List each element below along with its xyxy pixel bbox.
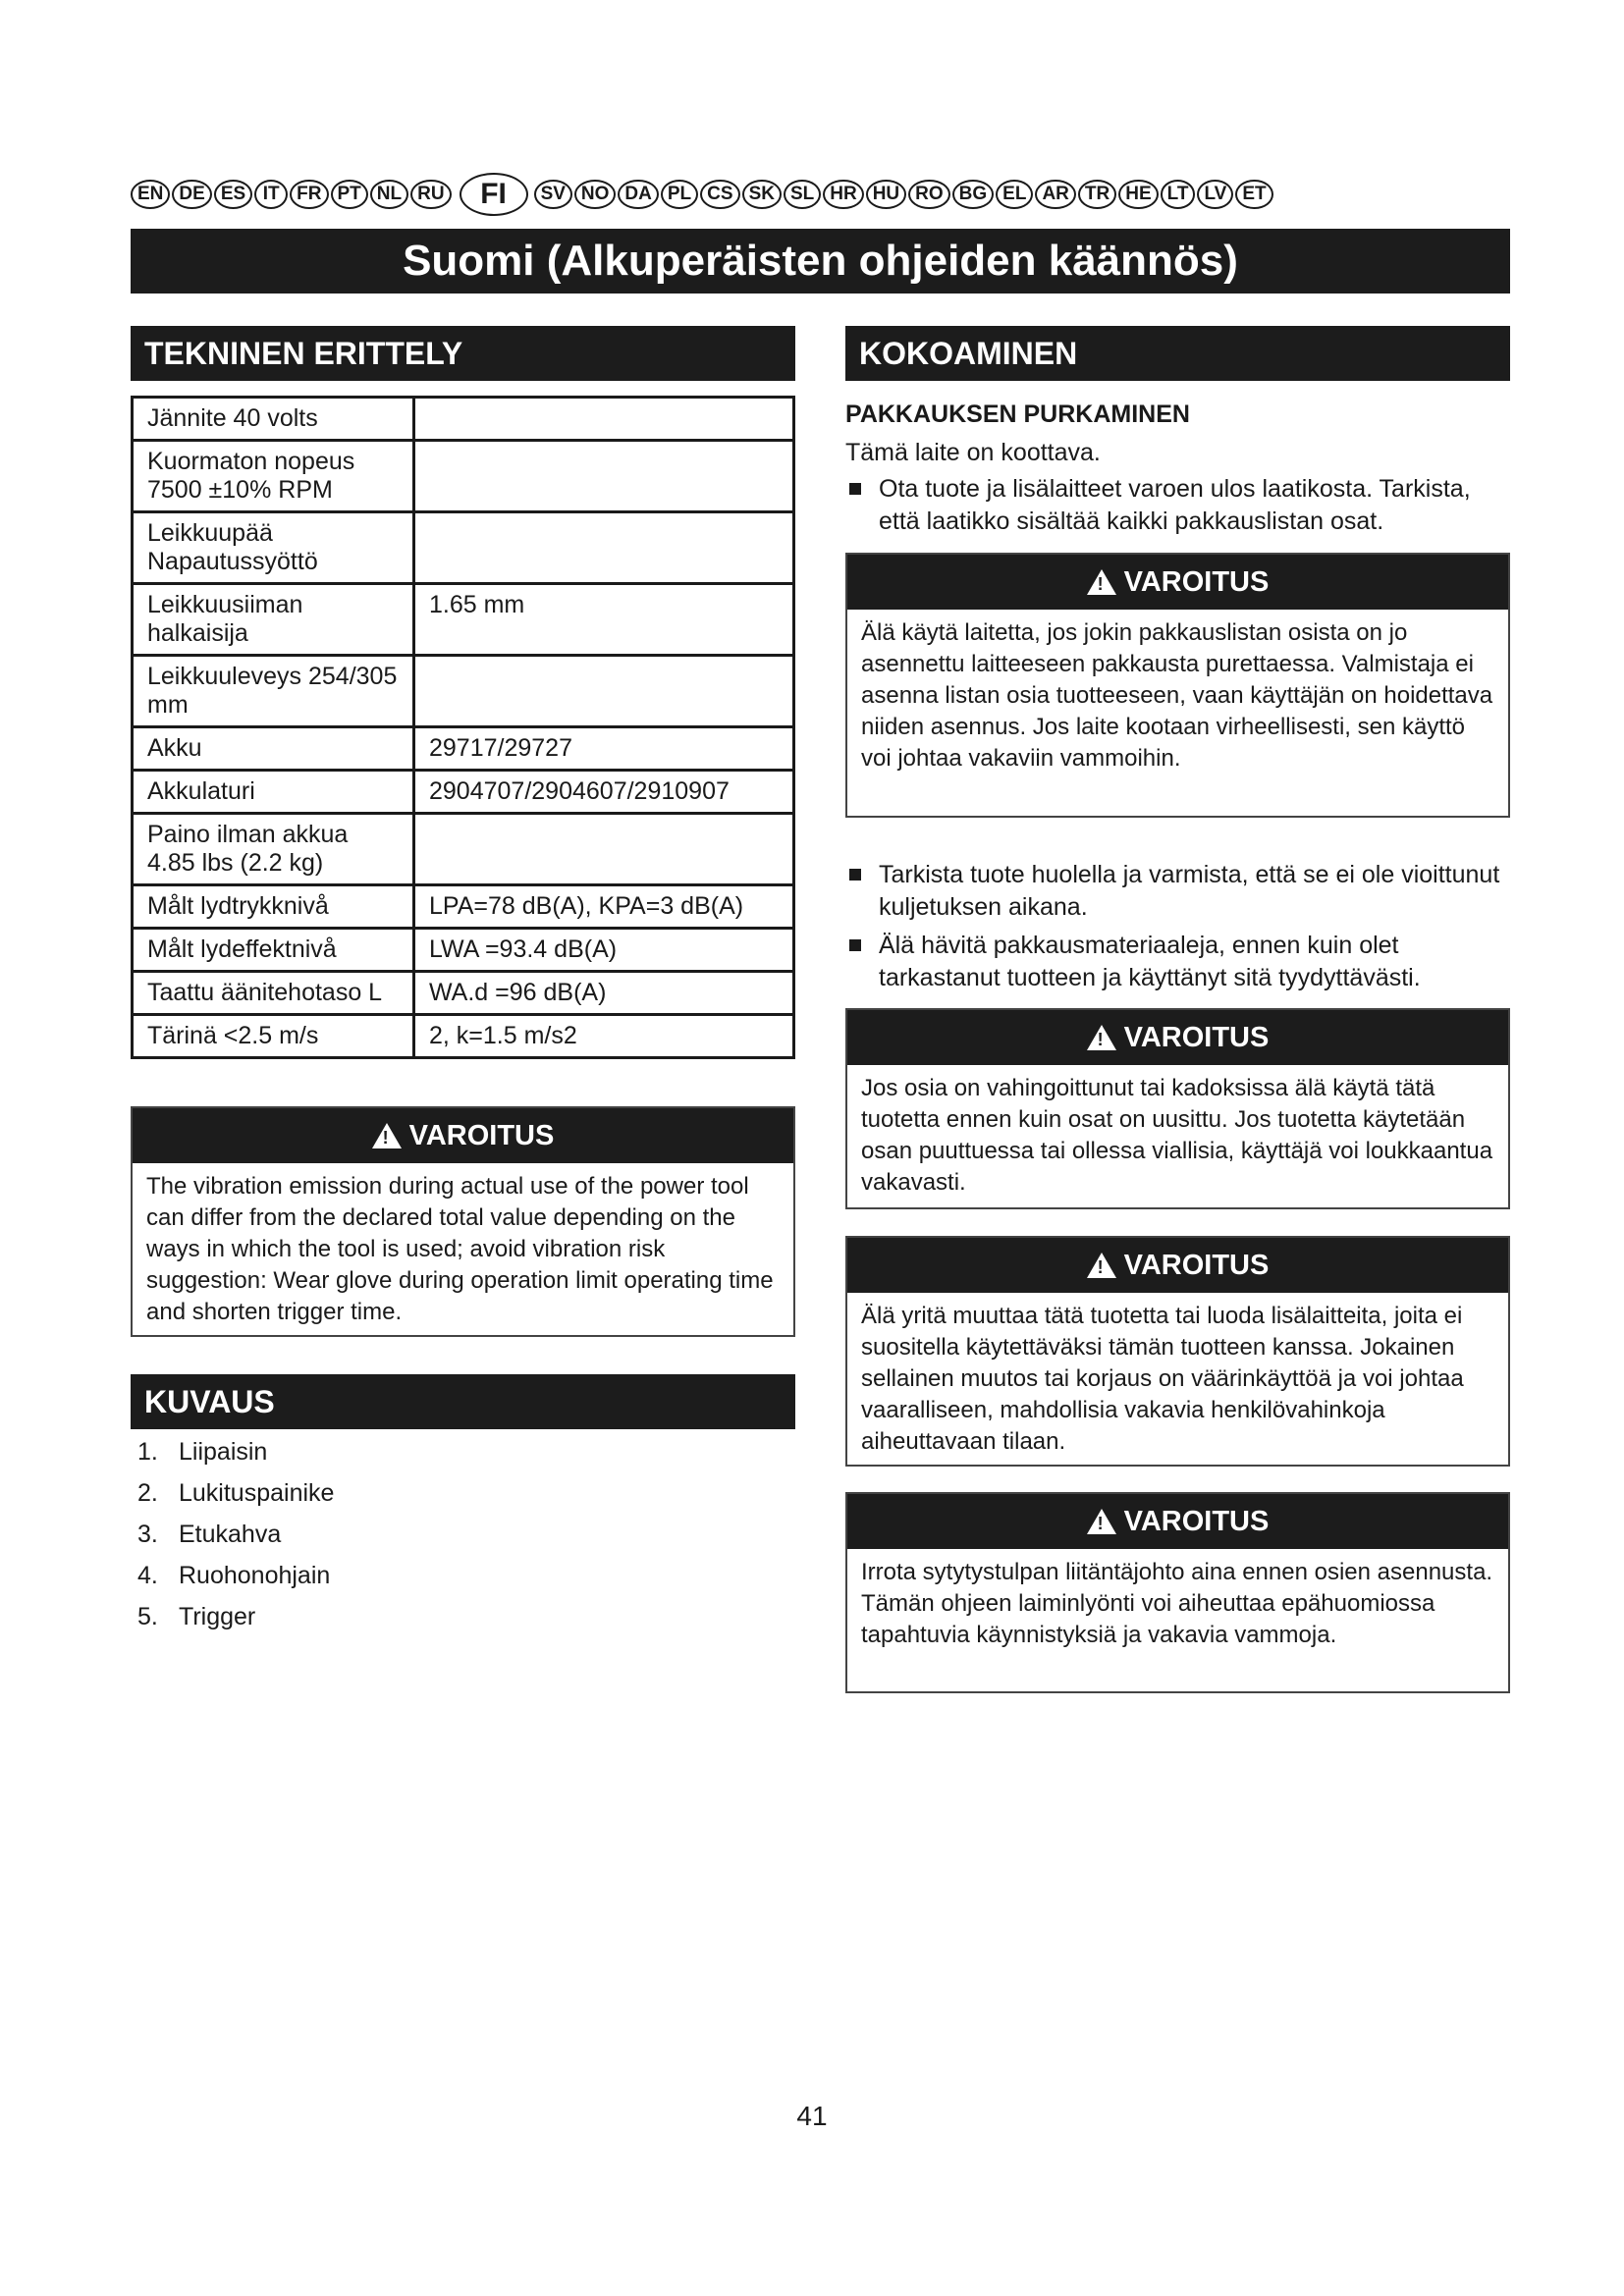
warning-text: Älä yritä muuttaa tätä tuotetta tai luoda lisälaitteita, joita ei suositella käytettäväksi tämän tuotteen kanssa. Jokainen sellainen muutos tai korjaus on väärinkäyttöä ja voi johtaa vaaralliseen, mahdollisia vakavia henkilövahinkoja aiheuttavaan tilaan. — [861, 1303, 1464, 1455]
unpacking-heading: PAKKAUKSEN PURKAMINEN — [845, 400, 1190, 428]
table-row — [133, 1015, 794, 1058]
list-item — [137, 1479, 334, 1521]
list-item — [137, 1603, 334, 1644]
page-number: 41 — [796, 2101, 828, 2131]
item-text: Etukahva — [179, 1521, 282, 1548]
list-item — [137, 1521, 334, 1562]
warning-header — [133, 1108, 793, 1163]
language-badge-el: EL — [996, 180, 1033, 209]
warning-triangle-icon — [1087, 1253, 1116, 1278]
spec-key: Paino ilman akkua 4.85 lbs (2.2 kg) — [133, 814, 414, 885]
spec-key: Taattu äänitehotaso L — [133, 972, 414, 1015]
language-badge-pt: PT — [331, 180, 368, 209]
language-badge-cs: CS — [700, 180, 739, 209]
table-row — [133, 512, 794, 584]
spec-value — [414, 512, 794, 584]
language-badge-sl: SL — [784, 180, 821, 209]
assembly-intro: Tämä laite on koottava. — [845, 439, 1101, 466]
spec-key: Tärinä <2.5 m/s — [133, 1015, 414, 1058]
table-row — [133, 929, 794, 972]
item-text: Ruohonohjain — [179, 1562, 331, 1589]
item-number: 1. — [137, 1438, 158, 1466]
item-number: 3. — [137, 1521, 158, 1548]
language-badge-lv: LV — [1197, 180, 1233, 209]
language-badge-et: ET — [1235, 180, 1272, 209]
warning-box-vibration — [131, 1106, 795, 1337]
spec-value: 29717/29727 — [414, 727, 794, 771]
spec-heading: TEKNINEN ERITTELY — [131, 326, 795, 381]
language-badge-ro: RO — [908, 180, 950, 209]
spec-key: Leikkuuleveys 254/305 mm — [133, 656, 414, 727]
warning-header — [847, 1238, 1508, 1293]
spec-value: LPA=78 dB(A), KPA=3 dB(A) — [414, 885, 794, 929]
language-badge-pl: PL — [661, 180, 698, 209]
warning-box-3 — [845, 1236, 1510, 1467]
language-badge-hu: HU — [866, 180, 906, 209]
item-number: 5. — [137, 1603, 158, 1630]
spec-value — [414, 814, 794, 885]
warning-label: VAROITUS — [1123, 1249, 1270, 1281]
item-number: 2. — [137, 1479, 158, 1507]
warning-label: VAROITUS — [1123, 565, 1270, 598]
warning-text: Irrota sytytystulpan liitäntäjohto aina ennen osien asennusta. Tämän ohjeen laiminlyönti voi aiheuttaa epähuomiossa tapahtuvia käynnistyksiä ja vakavia vammoja. — [861, 1559, 1493, 1648]
list-item — [137, 1562, 334, 1603]
assembly-heading: KOKOAMINEN — [845, 326, 1510, 381]
item-text: Lukituspainike — [179, 1479, 335, 1507]
table-row — [133, 584, 794, 656]
spec-key: Jännite 40 volts — [133, 398, 414, 441]
spec-key: Kuormaton nopeus 7500 ±10% RPM — [133, 441, 414, 512]
table-row — [133, 972, 794, 1015]
warning-box-4 — [845, 1492, 1510, 1693]
spec-value — [414, 398, 794, 441]
table-row — [133, 398, 794, 441]
warning-text: Jos osia on vahingoittunut tai kadoksissa älä käytä tätä tuotetta ennen kuin osat on uusittu. Jos tuotetta käytetään osan puuttuessa tai ollessa viallisia, käyttäjä voi loukkaantua vakavasti. — [861, 1075, 1493, 1196]
spec-value: LWA =93.4 dB(A) — [414, 929, 794, 972]
warning-triangle-icon — [1087, 1025, 1116, 1050]
item-text: Liipaisin — [179, 1438, 268, 1466]
language-badge-sk: SK — [742, 180, 782, 209]
warning-box-2 — [845, 1008, 1510, 1209]
language-badge-fi: FI — [460, 173, 528, 216]
warning-label: VAROITUS — [408, 1119, 555, 1151]
language-badge-no: NO — [574, 180, 617, 209]
language-badge-bg: BG — [952, 180, 995, 209]
spec-value: 1.65 mm — [414, 584, 794, 656]
bullet-item: Älä hävitä pakkausmateriaaleja, ennen kuin olet tarkastanut tuotteen ja käyttänyt sitä tyydyttävästi. — [845, 930, 1510, 994]
warning-text: Älä käytä laitetta, jos jokin pakkauslistan osista on jo asennettu laitteeseen pakkausta purettaessa. Valmistaja ei asenna listan osia tuotteeseen, vaan käyttäjän on hoidettava niiden asennus. Jos laite kootaan virheellisesti, sen käyttö voi johtaa vakaviin vammoihin. — [861, 619, 1493, 772]
page-title: Suomi (Alkuperäisten ohjeiden käännös) — [131, 229, 1510, 294]
table-row — [133, 771, 794, 814]
table-row — [133, 656, 794, 727]
warning-triangle-icon — [372, 1123, 402, 1148]
warning-box-1 — [845, 553, 1510, 818]
language-badge-he: HE — [1118, 180, 1158, 209]
bullet-item: Tarkista tuote huolella ja varmista, että se ei ole vioittunut kuljetuksen aikana. — [845, 859, 1510, 924]
table-row — [133, 885, 794, 929]
language-bar — [131, 173, 1505, 216]
language-badge-de: DE — [172, 180, 211, 209]
warning-label: VAROITUS — [1123, 1021, 1270, 1053]
warning-triangle-icon — [1087, 1509, 1116, 1534]
list-item — [137, 1438, 334, 1479]
spec-key: Akku — [133, 727, 414, 771]
language-badge-nl: NL — [370, 180, 408, 209]
spec-key: Akkulaturi — [133, 771, 414, 814]
spec-value: 2, k=1.5 m/s2 — [414, 1015, 794, 1058]
warning-label: VAROITUS — [1123, 1505, 1270, 1537]
spec-key: Målt lydtrykknivå — [133, 885, 414, 929]
language-badge-tr: TR — [1078, 180, 1116, 209]
language-badge-lt: LT — [1161, 180, 1196, 209]
warning-header — [847, 1494, 1508, 1549]
table-row — [133, 727, 794, 771]
description-heading: KUVAUS — [131, 1374, 795, 1429]
item-text: Trigger — [179, 1603, 256, 1630]
table-row — [133, 814, 794, 885]
warning-header — [847, 555, 1508, 610]
spec-value — [414, 441, 794, 512]
spec-key: Målt lydeffektnivå — [133, 929, 414, 972]
language-badge-en: EN — [131, 180, 170, 209]
spec-key: Leikkuusiiman halkaisija — [133, 584, 414, 656]
language-badge-ar: AR — [1035, 180, 1075, 209]
language-badge-da: DA — [618, 180, 658, 209]
warning-header — [847, 1010, 1508, 1065]
spec-table — [131, 396, 795, 1059]
bullet-item: Ota tuote ja lisälaitteet varoen ulos laatikosta. Tarkista, että laatikko sisältää kaikki pakkauslistan osat. — [845, 473, 1510, 538]
language-badge-es: ES — [214, 180, 252, 209]
language-badge-it: IT — [254, 180, 288, 209]
language-badge-ru: RU — [410, 180, 451, 209]
spec-key: Leikkuupää Napautussyöttö — [133, 512, 414, 584]
spec-value: WA.d =96 dB(A) — [414, 972, 794, 1015]
warning-triangle-icon — [1087, 569, 1116, 595]
spec-value: 2904707/2904607/2910907 — [414, 771, 794, 814]
item-number: 4. — [137, 1562, 158, 1589]
table-row — [133, 441, 794, 512]
language-badge-hr: HR — [823, 180, 863, 209]
warning-text: The vibration emission during actual use of the power tool can differ from the declared total value depending on the ways in which the tool is used; avoid vibration risk suggestion: Wear glove during operation limit operating time and shorten trigger time. — [146, 1173, 774, 1325]
spec-value — [414, 656, 794, 727]
language-badge-sv: SV — [534, 180, 572, 209]
language-badge-fr: FR — [290, 180, 328, 209]
description-list — [137, 1438, 334, 1644]
